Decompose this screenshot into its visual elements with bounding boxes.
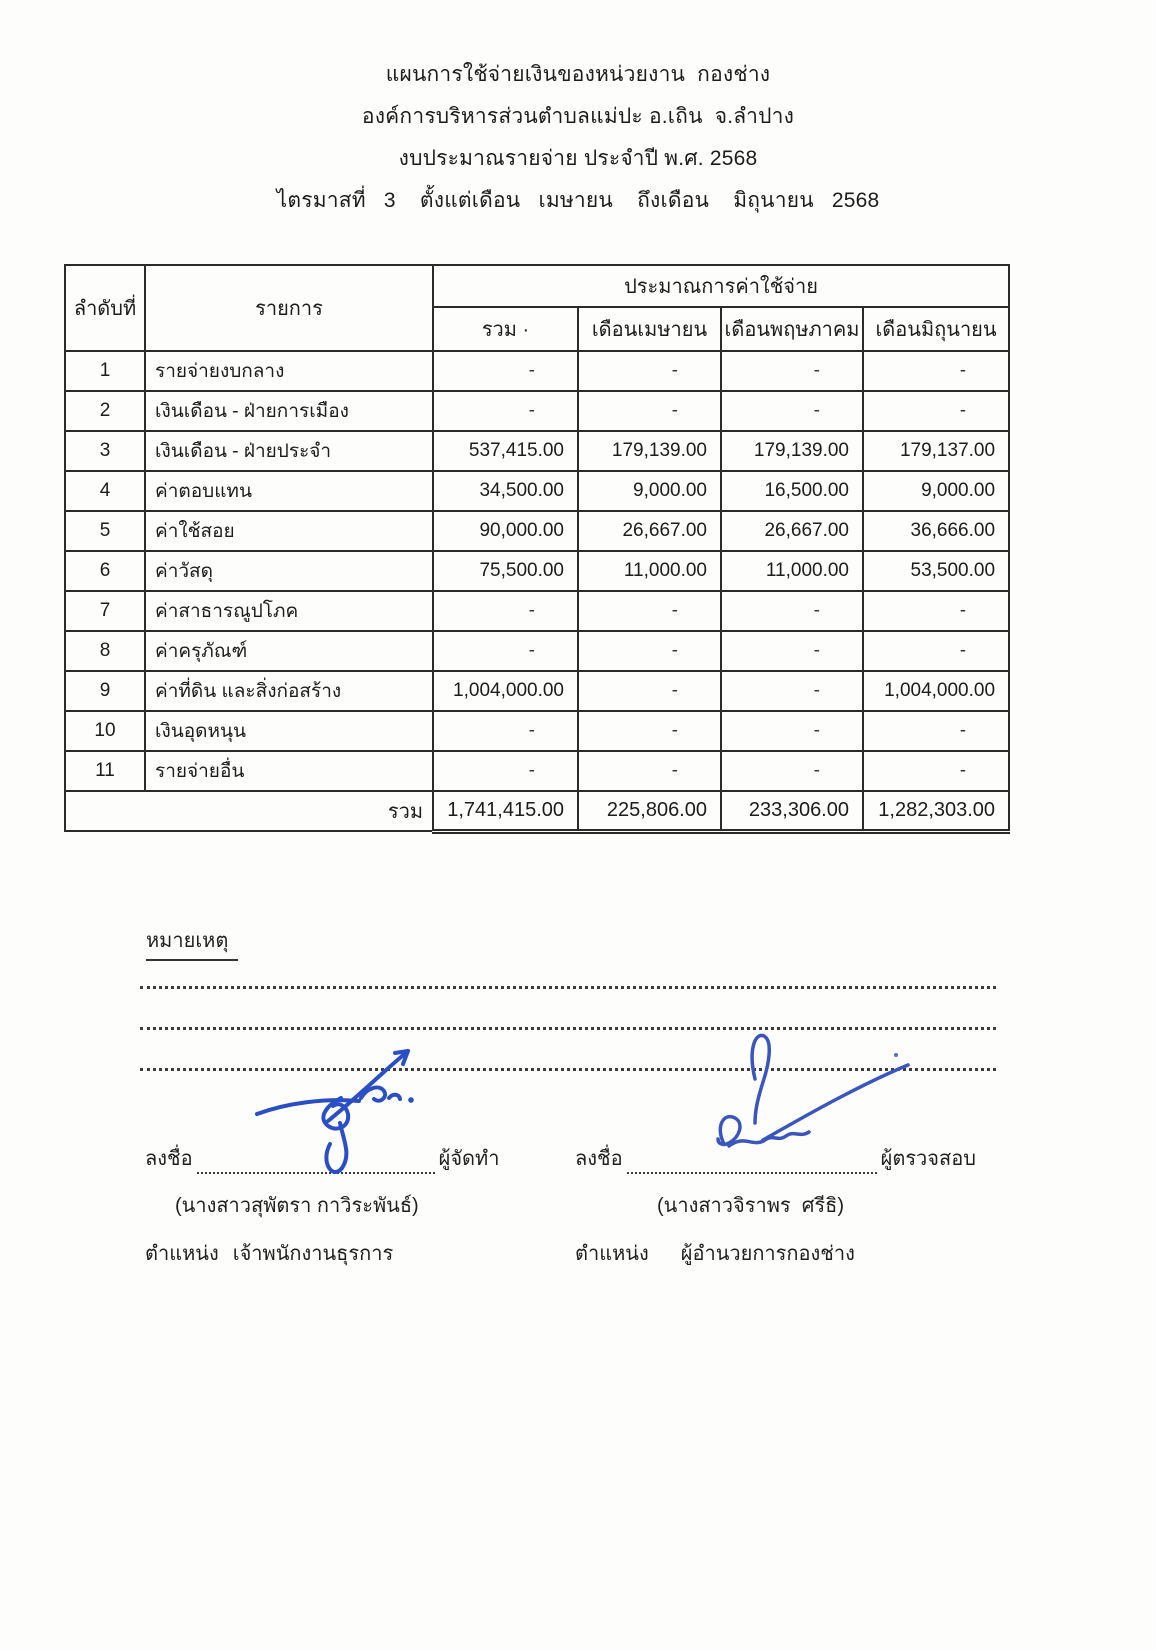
- header-expense-group: ประมาณการค่าใช้จ่าย: [433, 265, 1009, 307]
- cell-item: ค่าที่ดิน และสิ่งก่อสร้าง: [145, 671, 433, 711]
- cell-item: ค่าครุภัณฑ์: [145, 631, 433, 671]
- cell-item: รายจ่ายอื่น: [145, 751, 433, 791]
- cell-june: 179,137.00: [863, 431, 1009, 471]
- cell-may: 16,500.00: [721, 471, 863, 511]
- total-cell-sum: 1,741,415.00: [433, 791, 578, 831]
- cell-may: 11,000.00: [721, 551, 863, 591]
- header-index: ลำดับที่: [65, 265, 145, 351]
- cell-june: -: [863, 711, 1009, 751]
- header-april: เดือนเมษายน: [578, 307, 721, 351]
- cell-total: -: [433, 351, 578, 391]
- cell-total: 90,000.00: [433, 511, 578, 551]
- header-item: รายการ: [145, 265, 433, 351]
- signer-name-reviewer: (นางสาวจิราพร ศรีธิ): [657, 1195, 845, 1217]
- signature-dotted-line: [197, 1154, 435, 1174]
- spacer: [219, 1237, 233, 1269]
- table-row: [65, 431, 1009, 471]
- table-row: [65, 511, 1009, 551]
- cell-april: -: [578, 671, 721, 711]
- title-line-organization: องค์การบริหารส่วนตำบลแม่ปะ อ.เถิน จ.ลำปาง: [361, 105, 795, 128]
- cell-may: -: [721, 751, 863, 791]
- cell-may: -: [721, 391, 863, 431]
- signer-name-preparer: (นางสาวสุพัตรา กาวิระพันธ์): [175, 1195, 419, 1217]
- cell-april: -: [578, 351, 721, 391]
- cell-no: 1: [65, 351, 145, 391]
- cell-april: -: [578, 751, 721, 791]
- cell-may: -: [721, 711, 863, 751]
- total-cell-may: 233,306.00: [721, 791, 863, 831]
- cell-item: รายจ่ายงบกลาง: [145, 351, 433, 391]
- budget-table-header: [65, 265, 1009, 351]
- position-value-preparer: เจ้าพนักงานธุรการ: [232, 1243, 394, 1265]
- cell-april: 179,139.00: [578, 431, 721, 471]
- cell-item: ค่าใช้สอย: [145, 511, 433, 551]
- cell-total: -: [433, 711, 578, 751]
- notes-dotted-line: [140, 1068, 996, 1071]
- cell-june: 36,666.00: [863, 511, 1009, 551]
- cell-no: 6: [65, 551, 145, 591]
- cell-june: -: [863, 591, 1009, 631]
- table-row: [65, 391, 1009, 431]
- table-row: [65, 351, 1009, 391]
- cell-may: 179,139.00: [721, 431, 863, 471]
- notes-dotted-line: [140, 1027, 996, 1030]
- table-total-row: [65, 791, 1009, 831]
- cell-may: -: [721, 591, 863, 631]
- cell-total: -: [433, 751, 578, 791]
- cell-no: 7: [65, 591, 145, 631]
- table-row: [65, 591, 1009, 631]
- cell-may: -: [721, 631, 863, 671]
- cell-total: -: [433, 631, 578, 671]
- cell-item: ค่าสาธารณูปโภค: [145, 591, 433, 631]
- table-row: [65, 631, 1009, 671]
- cell-april: -: [578, 711, 721, 751]
- cell-total: 1,004,000.00: [433, 671, 578, 711]
- spacer: [649, 1237, 681, 1269]
- header-total: รวม ·: [433, 307, 578, 351]
- table-row: [65, 711, 1009, 751]
- cell-april: 11,000.00: [578, 551, 721, 591]
- cell-june: -: [863, 391, 1009, 431]
- cell-total: 34,500.00: [433, 471, 578, 511]
- cell-no: 5: [65, 511, 145, 551]
- table-row: [65, 551, 1009, 591]
- signature-block-reviewer: [575, 1142, 1005, 1269]
- header-june: เดือนมิถุนายน: [863, 307, 1009, 351]
- title-line-department: แผนการใช้จ่ายเงินของหน่วยงาน กองช่าง: [385, 63, 771, 86]
- cell-item: เงินเดือน - ฝ่ายประจำ: [145, 431, 433, 471]
- cell-april: -: [578, 631, 721, 671]
- cell-may: -: [721, 351, 863, 391]
- cell-no: 2: [65, 391, 145, 431]
- position-value-reviewer: ผู้อำนวยการกองช่าง: [680, 1243, 855, 1265]
- total-cell-april: 225,806.00: [578, 791, 721, 831]
- cell-april: -: [578, 391, 721, 431]
- title-line-quarter: ไตรมาสที่ 3 ตั้งแต่เดือน เมษายน ถึงเดือน มิถุนายน 2568: [276, 189, 880, 212]
- cell-total: -: [433, 391, 578, 431]
- cell-total: 75,500.00: [433, 551, 578, 591]
- cell-may: 26,667.00: [721, 511, 863, 551]
- cell-april: 26,667.00: [578, 511, 721, 551]
- notes-dotted-line: [140, 986, 996, 989]
- cell-total: 537,415.00: [433, 431, 578, 471]
- total-label-cell: รวม: [65, 791, 433, 831]
- cell-june: -: [863, 751, 1009, 791]
- cell-total: -: [433, 591, 578, 631]
- cell-no: 10: [65, 711, 145, 751]
- cell-april: -: [578, 591, 721, 631]
- budget-table: [64, 264, 1010, 834]
- cell-item: ค่าตอบแทน: [145, 471, 433, 511]
- table-row: [65, 471, 1009, 511]
- position-label: ตำแหน่ง: [145, 1243, 219, 1265]
- cell-no: 11: [65, 751, 145, 791]
- table-row: [65, 671, 1009, 711]
- cell-no: 4: [65, 471, 145, 511]
- role-label-preparer: ผู้จัดทำ: [438, 1148, 500, 1170]
- header-may: เดือนพฤษภาคม: [721, 307, 863, 351]
- sign-label: ลงชื่อ: [145, 1148, 193, 1170]
- notes-heading: หมายเหตุ: [146, 924, 238, 961]
- cell-april: 9,000.00: [578, 471, 721, 511]
- document-title-block: [0, 62, 1156, 230]
- signature-dotted-line: [627, 1154, 877, 1174]
- cell-june: 1,004,000.00: [863, 671, 1009, 711]
- table-footer: [65, 791, 1009, 831]
- cell-no: 8: [65, 631, 145, 671]
- cell-item: ค่าวัสดุ: [145, 551, 433, 591]
- cell-may: -: [721, 671, 863, 711]
- cell-no: 9: [65, 671, 145, 711]
- cell-june: 53,500.00: [863, 551, 1009, 591]
- total-cell-june: 1,282,303.00: [863, 791, 1009, 831]
- signature-block-preparer: [145, 1142, 565, 1269]
- cell-item: เงินอุดหนุน: [145, 711, 433, 751]
- cell-june: -: [863, 631, 1009, 671]
- position-label: ตำแหน่ง: [575, 1243, 649, 1265]
- table-body: [65, 351, 1009, 791]
- cell-june: -: [863, 351, 1009, 391]
- cell-no: 3: [65, 431, 145, 471]
- cell-item: เงินเดือน - ฝ่ายการเมือง: [145, 391, 433, 431]
- role-label-reviewer: ผู้ตรวจสอบ: [880, 1148, 976, 1170]
- table-row: [65, 751, 1009, 791]
- title-line-budget-year: งบประมาณรายจ่าย ประจำปี พ.ศ. 2568: [398, 147, 758, 170]
- cell-june: 9,000.00: [863, 471, 1009, 511]
- sign-label: ลงชื่อ: [575, 1148, 623, 1170]
